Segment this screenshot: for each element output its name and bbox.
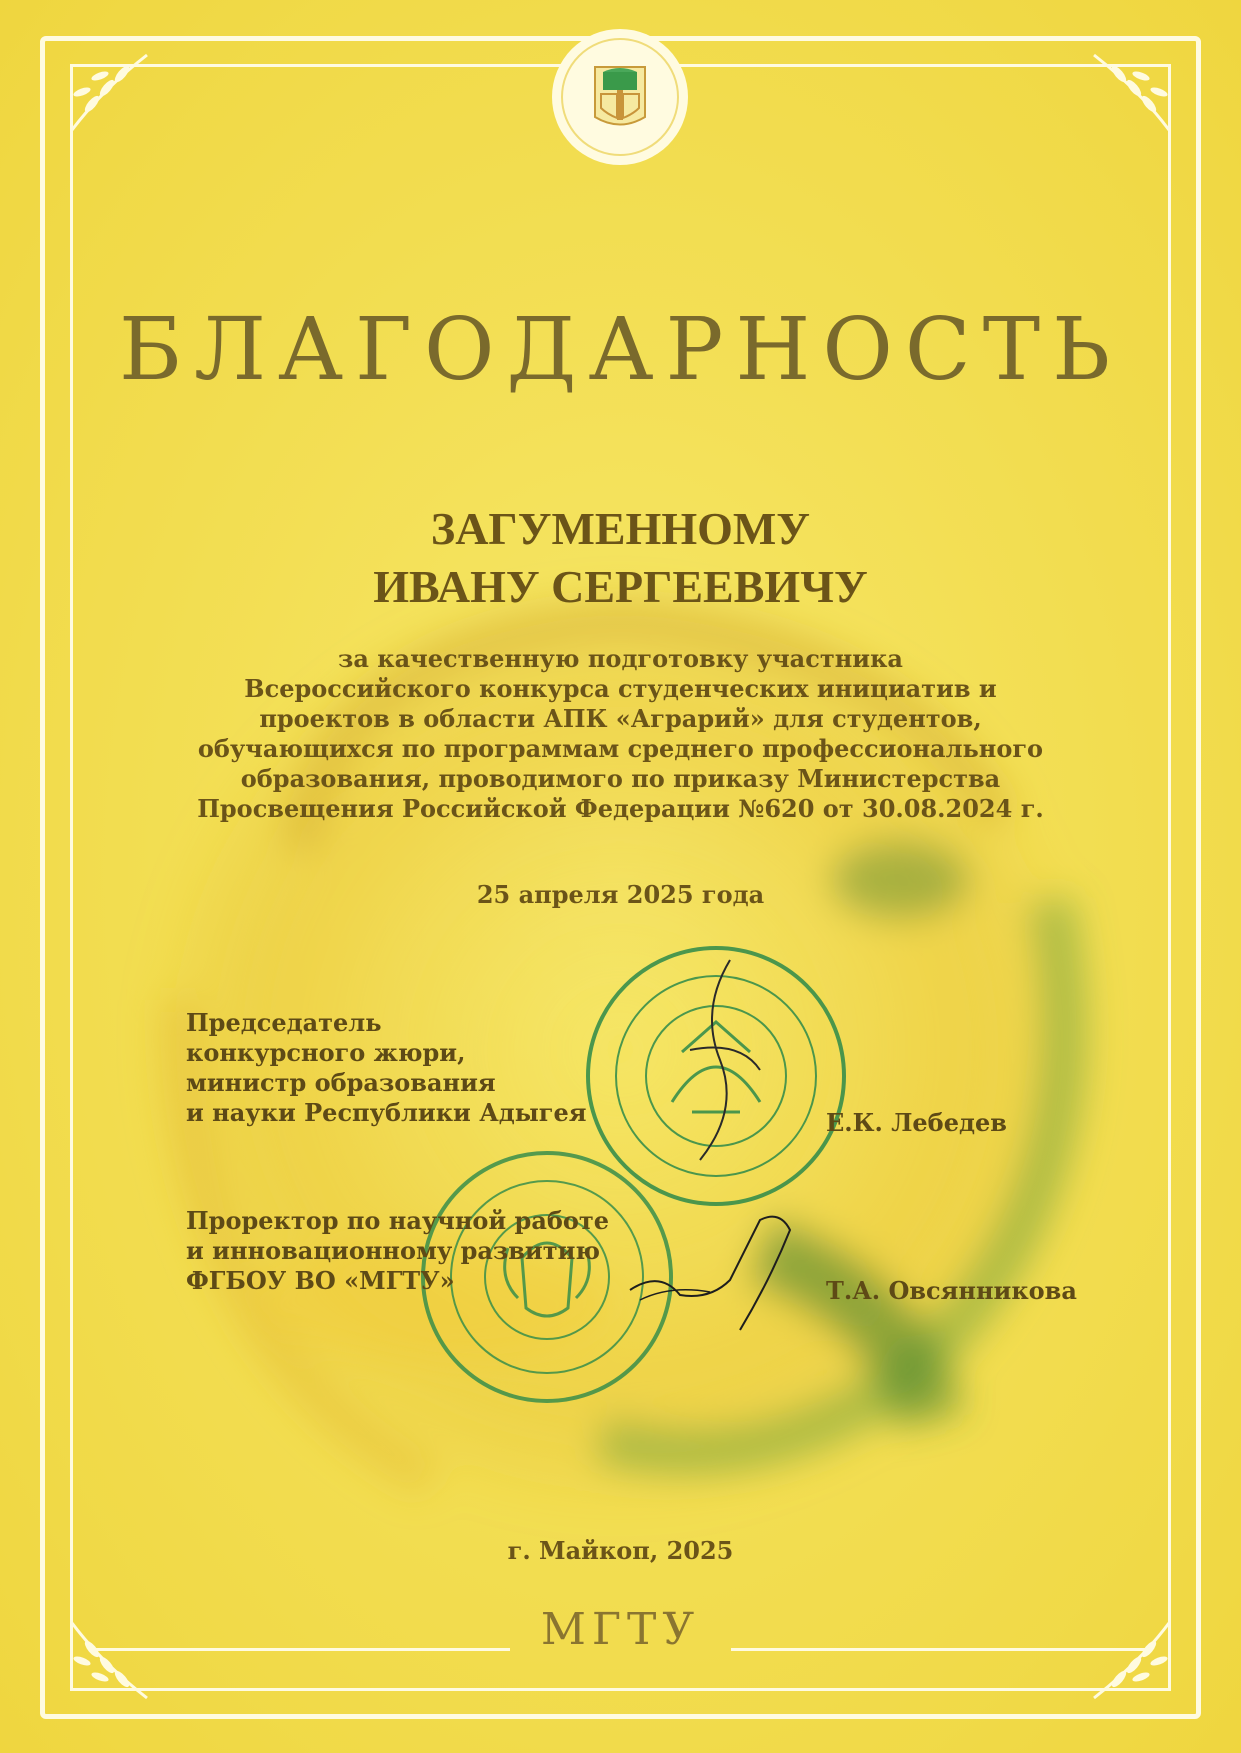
recipient-surname: ЗАГУМЕННОМУ	[430, 503, 811, 554]
university-book-emblem-icon	[545, 22, 695, 172]
reason-line: Просвещения Российской Федерации №620 от 30.08.2024 г.	[197, 794, 1044, 823]
issue-date: 25 апреля 2025 года	[476, 880, 765, 909]
signatory2-title-line: и инновационному развитию	[186, 1236, 600, 1265]
reason-line: за качественную подготовку участника	[338, 644, 903, 673]
handwritten-signature-2	[620, 1200, 820, 1340]
signatory1-title-line: министр образования	[186, 1068, 496, 1097]
signatory1-title-line: Председатель	[186, 1008, 382, 1037]
signatory2-title-line: ФГБОУ ВО «МГТУ»	[186, 1266, 455, 1295]
signatory1-title-line: и науки Республики Адыгея	[186, 1098, 587, 1127]
certificate-title: БЛАГОДАРНОСТЬ	[118, 300, 1123, 400]
reason-line: обучающихся по программам среднего профессионального	[197, 734, 1044, 763]
signatory2-title-line: Проректор по научной работе	[186, 1206, 610, 1235]
reason-line: проектов в области АПК «Аграрий» для студентов,	[259, 704, 982, 733]
city-year: г. Майкоп, 2025	[507, 1536, 734, 1565]
reason-line: Всероссийского конкурса студенческих инициатив и	[244, 674, 997, 703]
brand-name: МГТУ	[540, 1604, 701, 1655]
signatory1-title-line: конкурсного жюри,	[186, 1038, 466, 1067]
reason-line: образования, проводимого по приказу Министерства	[240, 764, 1001, 793]
recipient-given-names: ИВАНУ СЕРГЕЕВИЧУ	[373, 561, 868, 612]
award-reason	[130, 644, 1111, 824]
signatory2-title	[186, 1206, 609, 1296]
signatory2-name: Т.А. Овсянникова	[826, 1276, 1077, 1305]
wheat-ear-icon	[1079, 40, 1189, 150]
recipient-name	[0, 500, 1241, 616]
signatory1-title	[186, 1008, 587, 1128]
handwritten-signature-1	[660, 950, 780, 1170]
wheat-ear-icon	[52, 40, 162, 150]
signatory1-name: Е.К. Лебедев	[826, 1108, 1007, 1137]
